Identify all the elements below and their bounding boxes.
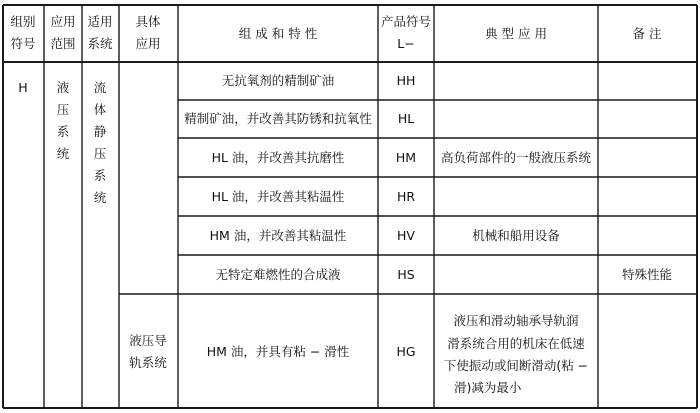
system-char: 流	[93, 80, 107, 95]
typical-application-cell: 高负荷部件的一般液压系统	[440, 150, 592, 165]
header-system-line2: 系统	[87, 36, 113, 51]
header-product-code-line2: L−	[397, 36, 415, 51]
table-grid	[3, 5, 697, 408]
scope-char: 系	[56, 124, 70, 139]
scope-char: 统	[56, 146, 70, 161]
header-scope-line2: 范围	[50, 36, 76, 51]
typical-application-line: 液压和滑动轴承导轨润	[453, 313, 579, 328]
specific-application-line2: 轨系统	[129, 355, 167, 370]
product-code-cell: HG	[396, 344, 416, 359]
composition-cell: HM 油，并具有粘 − 滑性	[206, 344, 350, 359]
system-char: 体	[93, 102, 107, 117]
table-body	[129, 73, 672, 395]
system-char: 压	[93, 146, 107, 161]
composition-cell: 无抗氧剂的精制矿油	[221, 73, 335, 88]
header-system-line1: 适用	[87, 14, 113, 29]
table-row	[212, 189, 416, 204]
system-char: 统	[93, 190, 107, 205]
specific-application-line1: 液压导	[129, 333, 167, 348]
product-code-cell: HM	[395, 150, 417, 165]
table-row	[210, 228, 561, 243]
scope-char: 压	[56, 102, 70, 117]
composition-cell: HL 油，并改善其抗磨性	[211, 150, 345, 165]
header-remarks: 备 注	[632, 26, 662, 41]
product-code-cell: HL	[397, 111, 415, 126]
table-row	[215, 267, 672, 282]
composition-cell: HL 油，并改善其粘温性	[211, 189, 345, 204]
system-char: 静	[93, 124, 107, 139]
product-code-cell: HR	[396, 189, 416, 204]
table-row	[184, 111, 414, 126]
header-composition: 组 成 和 特 性	[238, 26, 318, 41]
header-group-code-line2: 符号	[10, 36, 36, 51]
composition-cell: 无特定难燃性的合成液	[215, 267, 341, 282]
table-header	[10, 14, 661, 51]
table-row	[222, 73, 416, 88]
header-product-code-line1: 产品符号	[380, 14, 432, 29]
composition-cell: 精制矿油，并改善其防锈和抗氧性	[184, 111, 372, 126]
group-columns	[18, 80, 106, 205]
typical-application-cell: 机械和船用设备	[472, 228, 560, 243]
typical-application-line: 滑)减为最小	[454, 380, 522, 395]
scope-char: 液	[56, 80, 70, 95]
remark-cell: 特殊性能	[621, 267, 673, 282]
typical-application-line: 滑系统合用的机床在低速	[447, 336, 585, 351]
header-specific-line2: 应用	[135, 36, 161, 51]
system-char: 系	[93, 168, 107, 183]
product-code-cell: HH	[396, 73, 416, 88]
group-code: H	[18, 80, 28, 95]
product-code-cell: HS	[397, 267, 415, 282]
header-group-code-line1: 组别	[10, 14, 36, 29]
header-specific-line1: 具体	[135, 14, 161, 29]
header-typical-application: 典 型 应 用	[485, 26, 547, 41]
header-scope-line1: 应用	[50, 14, 76, 29]
table-row	[212, 150, 592, 165]
table-row	[129, 313, 588, 395]
composition-cell: HM 油，并改善其粘温性	[209, 228, 347, 243]
typical-application-line: 下使振动或间断滑动(粘 −	[443, 358, 589, 373]
product-code-cell: HV	[397, 228, 415, 243]
